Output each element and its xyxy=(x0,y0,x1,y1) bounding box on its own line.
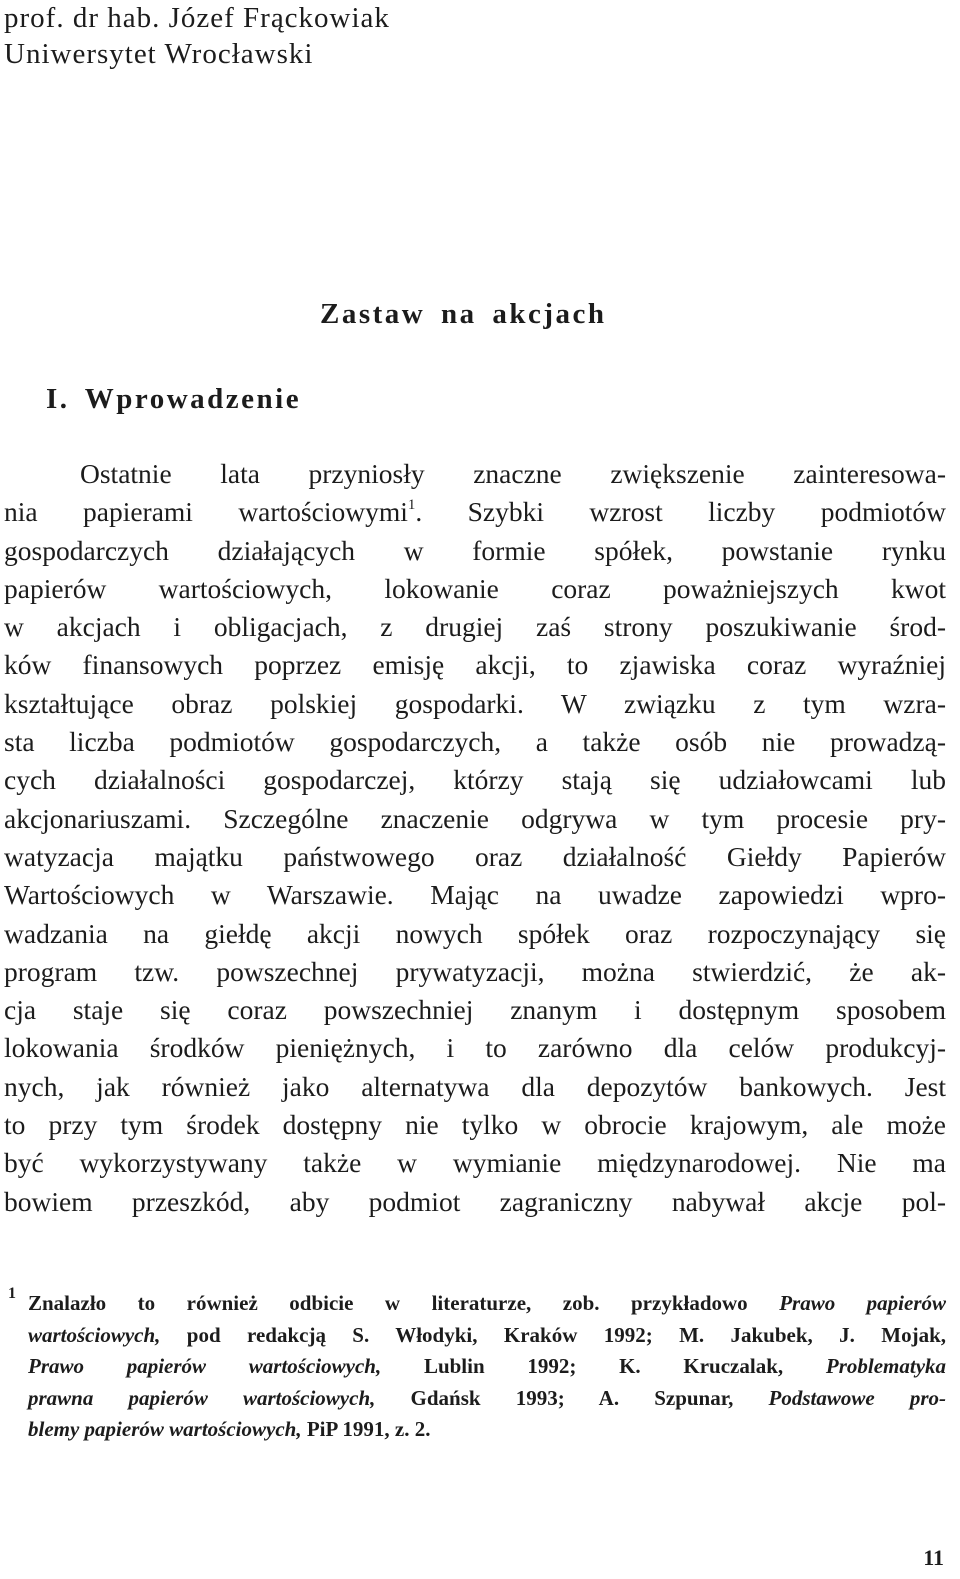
footnote-line xyxy=(28,1414,946,1446)
footnote-text: pod redakcją S. Włodyki, Kraków 1992; M. Jakubek, J. Mojak, xyxy=(186,1322,947,1347)
body-line: lokowania środków pieniężnych, i to zarówno dla celów produkcyj- xyxy=(4,1032,946,1064)
section-heading: I. Wprowadzenie xyxy=(46,383,302,415)
body-line: ków finansowych poprzez emisję akcji, to zjawiska coraz wyraźniej xyxy=(4,649,946,681)
footnote-citation-title: Prawo papierów wartościowych, xyxy=(28,1354,382,1378)
author-name: prof. dr hab. Józef Frąckowiak xyxy=(4,2,390,34)
footnote-text: Znalazło to również odbicie w literaturze, zob. przykładowo xyxy=(28,1291,748,1315)
footnote-citation-title: Podstawowe pro- xyxy=(768,1385,946,1410)
footnote-line xyxy=(28,1320,946,1352)
body-line: kształtujące obraz polskiej gospodarki. W związku z tym wzra- xyxy=(4,687,946,719)
body-line: program tzw. powszechnej prywatyzacji, można stwierdzić, że ak- xyxy=(4,955,946,987)
body-line-part: . Szybki wzrost liczby podmiotów xyxy=(415,496,946,528)
footnote-citation-title: wartościowych, xyxy=(28,1322,161,1347)
footnote-text: Gdańsk 1993; A. Szpunar, xyxy=(410,1385,734,1410)
article-title: Zastaw na akcjach xyxy=(320,298,607,330)
body-line: w akcjach i obligacjach, z drugiej zaś strony poszukiwanie środ- xyxy=(4,611,946,643)
body-line-part: nia papierami wartościowymi xyxy=(4,496,408,528)
footnote xyxy=(28,1288,946,1446)
footnote-reference[interactable]: 1 xyxy=(407,497,416,514)
body-line: gospodarczych działających w formie spółek, powstanie rynku xyxy=(4,534,946,566)
footnote-line xyxy=(28,1383,946,1415)
footnote-citation-title: Prawo papierów xyxy=(779,1291,947,1315)
page-number: 11 xyxy=(923,1545,944,1570)
body-line: watyzacja majątku państwowego oraz działalność Giełdy Papierów xyxy=(4,840,946,872)
body-line: akcjonariuszami. Szczególne znaczenie odgrywa w tym procesie pry- xyxy=(4,802,946,834)
body-line: papierów wartościowych, lokowanie coraz poważniejszych kwot xyxy=(4,572,946,604)
body-text xyxy=(4,455,946,1221)
footnote-number: 1 xyxy=(8,1285,16,1302)
footnote-citation-title: prawna papierów wartościowych, xyxy=(28,1385,376,1410)
body-line: cych działalności gospodarczej, którzy stają się udziałowcami lub xyxy=(4,764,946,796)
footnote-text: Lublin 1992; K. Kruczalak, xyxy=(423,1354,784,1378)
body-line: bowiem przeszkód, aby podmiot zagraniczny nabywał akcje pol- xyxy=(4,1185,946,1217)
footnote-citation-title: Problematyka xyxy=(825,1354,947,1378)
body-line: sta liczba podmiotów gospodarczych, a także osób nie prowadzą- xyxy=(4,726,946,758)
body-line: Ostatnie lata przyniosły znaczne zwiększenie zainteresowa- xyxy=(80,458,946,489)
body-line xyxy=(4,493,946,531)
body-line: być wykorzystywany także w wymianie międzynarodowej. Nie ma xyxy=(4,1147,946,1179)
footnote-citation-title: blemy papierów wartościowych, xyxy=(28,1417,302,1441)
body-line: cja staje się coraz powszechniej znanym i dostępnym sposobem xyxy=(4,994,946,1026)
body-line: nych, jak również jako alternatywa dla depozytów bankowych. Jest xyxy=(4,1070,946,1102)
footnote-line xyxy=(28,1351,946,1383)
footnote-line xyxy=(28,1288,946,1320)
author-affiliation: Uniwersytet Wrocławski xyxy=(4,38,314,70)
body-line: wadzania na giełdę akcji nowych spółek oraz rozpoczynający się xyxy=(4,917,946,949)
footnote-text: PiP 1991, z. 2. xyxy=(306,1417,431,1441)
body-line: to przy tym środek dostępny nie tylko w obrocie krajowym, ale może xyxy=(4,1109,946,1141)
body-line: Wartościowych w Warszawie. Mając na uwadze zapowiedzi wpro- xyxy=(4,879,946,911)
